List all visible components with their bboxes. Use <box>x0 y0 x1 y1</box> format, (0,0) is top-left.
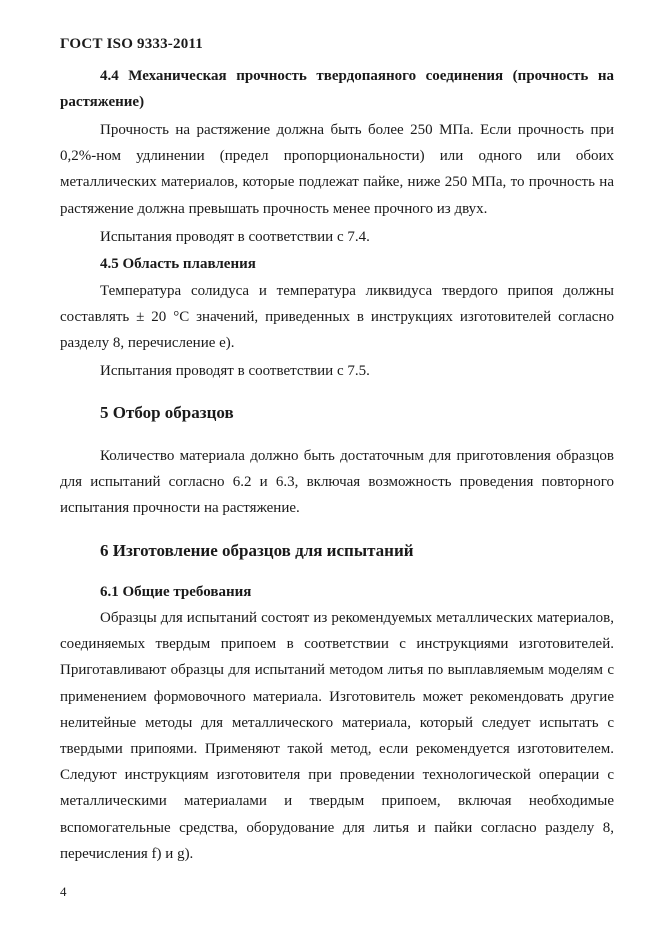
page-number: 4 <box>60 884 67 899</box>
section-5-title: 5 Отбор образцов <box>100 403 234 422</box>
section-4-5-paragraph-2-text: Испытания проводят в соответствии с 7.5. <box>100 363 370 379</box>
section-4-4-paragraph-2 <box>60 224 614 250</box>
section-6-title: 6 Изготовление образцов для испытаний <box>100 541 414 560</box>
section-4-4-paragraph-1 <box>60 117 614 222</box>
section-4-5-title: 4.5 Область плавления <box>100 256 256 272</box>
section-4-5-paragraph-1-text: Температура солидуса и температура ликвидуса твердого припоя должны составлять ± 20 °С значений, приведенных в инструкциях изготовителей согласно разделу 8, перечисление е). <box>60 283 614 352</box>
section-4-5-paragraph-2 <box>60 358 614 384</box>
section-4-5-paragraph-1 <box>60 278 614 357</box>
section-4-4-title: 4.4 Механическая прочность твердопаяного соединения (прочность на растяжение) <box>60 68 614 111</box>
document-code-header: ГОСТ ISO 9333-2011 <box>60 36 203 52</box>
section-4-4-paragraph-1-text: Прочность на растяжение должна быть более 250 МПа. Если прочность при 0,2%-ном удлинении (предел пропорциональности) или одного или обоих металлических материалов, которые подлежат пайке, ниже 250 МПа, то прочность на растяжение должна превышать прочность менее прочного из двух. <box>60 122 614 217</box>
section-4-4-paragraph-2-text: Испытания проводят в соответствии с 7.4. <box>100 229 370 245</box>
section-4-4-heading <box>60 63 614 115</box>
section-5-paragraph-text: Количество материала должно быть достаточным для приготовления образцов для испытаний согласно 6.2 и 6.3, включая возможность проведения повторного испытания прочности на растяжение. <box>60 448 614 517</box>
section-6-1-title: 6.1 Общие требования <box>100 584 252 600</box>
section-6-1-paragraph <box>60 605 614 867</box>
section-5-paragraph <box>60 443 614 522</box>
section-6-1-paragraph-text: Образцы для испытаний состоят из рекомендуемых металлических материалов, соединяемых твердым припоем в соответствии с инструкциями изготовителей. Приготавливают образцы для испытаний методом литья по выплавляемым моделям с применением формовочного материала. Изготовитель может рекомендовать другие нелитейные методы для металлического материала, который следует испытать с твердыми припоями. Применяют такой метод, если рекомендуется изготовителем. Следуют инструкциям изготовителя при проведении технологической операции с металлическими материалами и твердым припоем, включая необходимые вспомогательные средства, оборудование для литья и пайки согласно разделу 8, перечисления f) и g). <box>60 610 614 862</box>
